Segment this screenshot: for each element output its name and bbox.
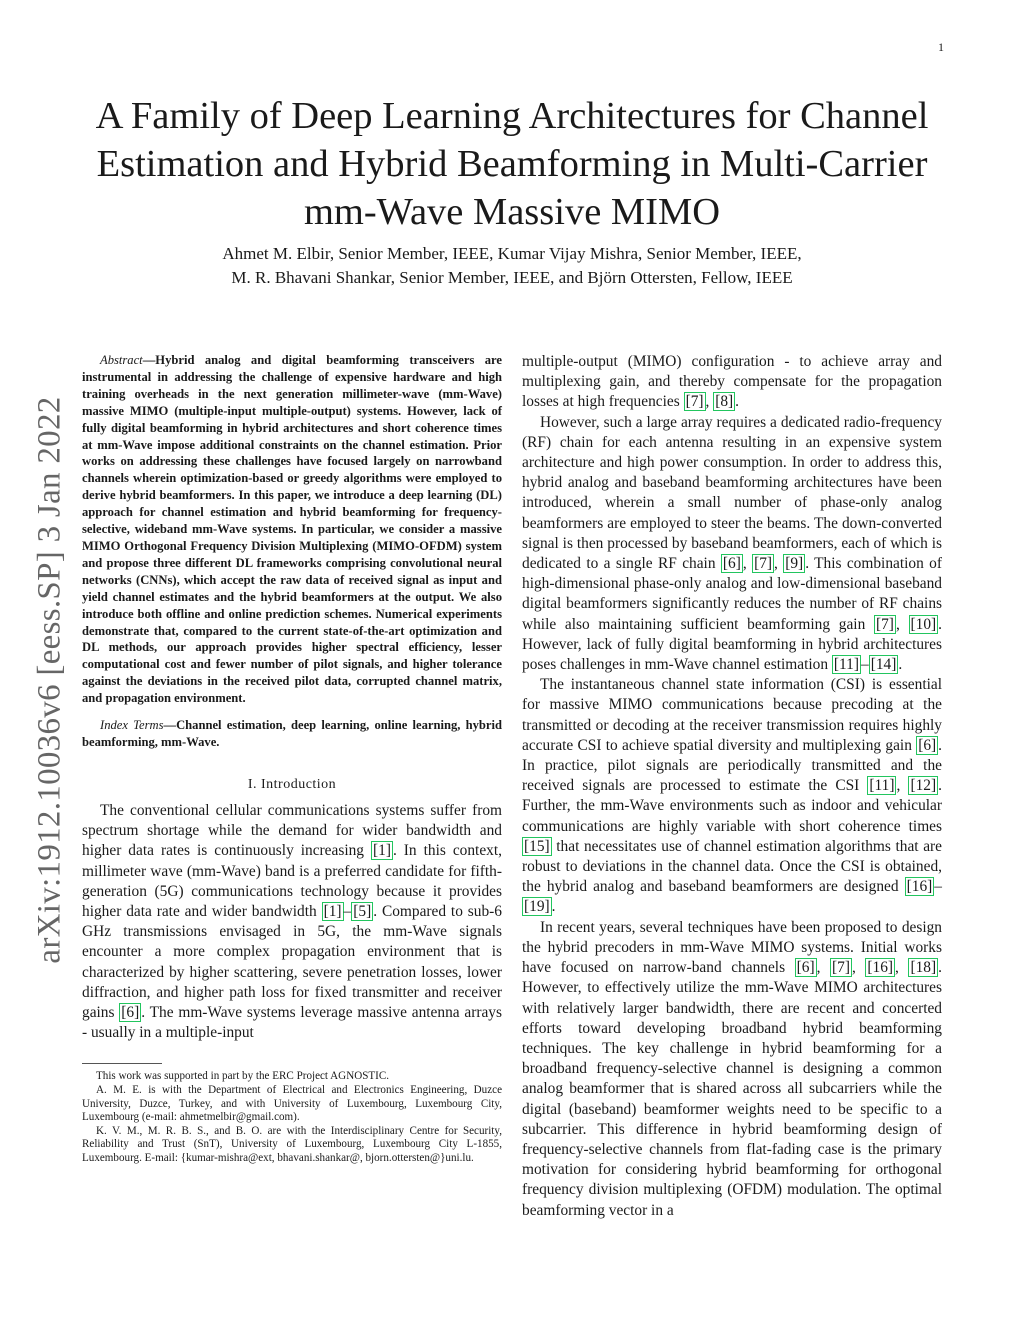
citation-link[interactable]: [1]	[373, 842, 391, 860]
text-run: ,	[774, 555, 784, 573]
text-run: In recent years, several techniques have been proposed to design the hybrid precoders in mm-Wave MIMO systems. Initial works have focused on narrow-band channels	[522, 918, 942, 977]
text-run: . Further, the mm-Wave environments such as indoor and vehicular communications are highly variable with short coherence times	[522, 777, 942, 835]
text-run: ,	[895, 615, 909, 633]
body-paragraph	[522, 352, 942, 413]
text-run: ,	[851, 959, 866, 977]
abstract	[82, 352, 502, 707]
citation-link[interactable]: [6]	[918, 736, 937, 754]
citation-link[interactable]: [7]	[832, 959, 850, 977]
citation-link[interactable]: [10]	[910, 615, 937, 633]
footnote-affiliation-1: A. M. E. is with the Department of Electrical and Electronics Engineering, Duzce University, Duzce, Turkey, and with University of Luxembourg, Luxembourg City, Luxembourg (e-mail: ahmetmelbir@gmail.com).	[82, 1084, 502, 1124]
citation-link[interactable]: [15]	[524, 837, 550, 855]
author-block	[80, 242, 944, 290]
citation-link[interactable]: [16]	[867, 959, 894, 977]
text-run: However, such a large array requires a dedicated radio-frequency (RF) chain for each antenna resulting in an expensive system architecture and high power consumption. In order to address this, hybrid analog and baseband beamforming architectures have been introduced, wherein a small number of phase-only analog beamformers are employed to steer the beams. The down-converted signal is then processed by baseband beamformers, each of which is dedicated to a single RF chain	[522, 413, 942, 573]
citation-link[interactable]: [1]	[323, 903, 342, 921]
index-terms	[82, 717, 502, 751]
text-run: The conventional cellular communications systems suffer from spectrum shortage while the demand for wider bandwidth and higher data rates is continuously increasing	[82, 802, 502, 860]
text-run: .	[735, 393, 740, 411]
citation-link[interactable]: [5]	[353, 903, 372, 921]
intro-paragraph	[82, 801, 502, 1043]
text-run: that necessitates use of channel estimation algorithms that are robust to deviations in the channel data. Once the CSI is obtained, the hybrid analog and baseband beamformers are designed	[522, 837, 942, 896]
text-run: ,	[705, 393, 714, 411]
citation-link[interactable]: [6]	[796, 959, 815, 977]
abstract-label: Abstract	[100, 353, 143, 367]
section-heading-introduction: I. Introduction	[247, 776, 337, 792]
author-line-2: M. R. Bhavani Shankar, Senior Member, IEEE, and Björn Ottersten, Fellow, IEEE	[231, 268, 793, 287]
body-paragraph	[522, 413, 942, 676]
text-run: . In this context, millimeter wave (mm-Wave) band is a preferred candidate for fifth-generation (5G) communications technology because it provides higher data rate and wider bandwidth	[82, 842, 502, 921]
paper-title: A Family of Deep Learning Architectures for Channel Estimation and Hybrid Beamforming in Multi-Carrier mm-Wave Massive MIMO	[95, 95, 929, 233]
text-run: ,	[816, 959, 831, 977]
text-run: –	[343, 903, 352, 921]
body-paragraph	[522, 675, 942, 917]
citation-link[interactable]: [11]	[833, 656, 859, 674]
citation-link[interactable]: [16]	[906, 878, 933, 896]
text-run: . In practice, pilot signals are periodically transmitted and the received signals are processed to estimate the CSI	[522, 736, 942, 795]
citation-link[interactable]: [19]	[524, 898, 550, 916]
citation-link[interactable]: [6]	[722, 555, 741, 573]
text-run: –	[934, 878, 942, 896]
citation-link[interactable]: [18]	[910, 959, 937, 977]
left-column	[82, 352, 502, 1166]
page-number: 1	[938, 40, 944, 54]
footnote-affiliation-2: K. V. M., M. R. B. S., and B. O. are with the Interdisciplinary Centre for Security, Reliability and Trust (SnT), University of Luxembourg, Luxembourg City L-1855, Luxembourg. E-mail: {kumar-mishra@ext, bhavani.shankar@, bjorn.ottersten@}uni.lu.	[82, 1124, 502, 1165]
citation-link[interactable]: [6]	[121, 1004, 140, 1022]
citation-link[interactable]: [7]	[754, 555, 773, 573]
text-run: multiple-output (MIMO) configuration - to achieve array and multiplexing gain, and thereby compensate for the propagation losses at high frequencies	[522, 353, 942, 411]
text-run: . However, lack of fully digital beamforming in hybrid architectures poses challenges in mm-Wave channel estimation	[522, 615, 943, 674]
text-run: . The mm-Wave systems leverage massive antenna arrays - usually in a multiple-input	[82, 1004, 502, 1042]
text-run: –	[860, 656, 869, 674]
author-line-1: Ahmet M. Elbir, Senior Member, IEEE, Kumar Vijay Mishra, Senior Member, IEEE,	[222, 244, 802, 263]
text-run: The instantaneous channel state information (CSI) is essential for massive MIMO communications because precoding at the transmitted or decoding at the receiver transmission requires highly accurate CSI to achieve spatial diversity and multiplexing gain	[522, 676, 942, 754]
citation-link[interactable]: [7]	[875, 615, 894, 633]
text-run: ,	[742, 555, 753, 573]
citation-link[interactable]: [12]	[910, 777, 937, 795]
citation-link[interactable]: [8]	[715, 393, 734, 411]
footnote-divider	[82, 1063, 162, 1064]
citation-link[interactable]: [7]	[685, 393, 704, 411]
text-run: . However, to effectively utilize the mm-Wave MIMO architectures with relatively larger bandwidth, there are recent and concerted efforts toward developing broadband hybrid beamforming techniques. The key challenge in hybrid beamforming for a broadband frequency-selective channel is designing a common analog beamformer that is shared across all subcarriers while the digital (baseband) beamformer weights need to be specific to a subcarrier. This difference in hybrid beamforming design of frequency-selective channels from flat-fading case is the primary motivation for considering hybrid beamforming for orthogonal frequency division multiplexing (OFDM) modulation. The optimal beamforming vector in a	[522, 959, 942, 1219]
citation-link[interactable]: [11]	[869, 777, 895, 795]
text-run: ,	[895, 959, 909, 977]
text-run: ,	[896, 777, 909, 795]
right-column	[522, 352, 942, 1221]
citation-link[interactable]: [9]	[785, 555, 804, 573]
index-terms-text: —Channel estimation, deep learning, online learning, hybrid beamforming, mm-Wave.	[82, 718, 502, 749]
index-terms-label: Index Terms	[100, 718, 164, 733]
body-paragraph	[522, 918, 942, 1221]
footnotes	[82, 1070, 502, 1165]
text-run: . This combination of high-dimensional phase-only analog and low-dimensional baseband digital beamformers significantly reduces the number of RF chains while also maintaining sufficient beamforming gain	[522, 555, 942, 633]
arxiv-identifier: arXiv:1912.10036v6 [eess.SP] 3 Jan 2022	[31, 396, 68, 964]
text-run: .	[898, 656, 903, 674]
text-run: .	[551, 898, 556, 916]
footnote-funding: This work was supported in part by the ERC Project AGNOSTIC.	[96, 1070, 390, 1083]
arxiv-sidebar	[30, 380, 70, 980]
abstract-text: —Hybrid analog and digital beamforming transceivers are instrumental in addressing the challenge of expensive hardware and high training overheads in the next generation millimeter-wave (mm-Wave) massive MIMO (multiple-input multiple-output) systems. However, lack of fully digital beamforming in hybrid architectures and short coherence times at mm-Wave impose additional constraints on the channel estimation. Prior works on addressing these challenges have focused largely on narrowband channels wherein optimization-based or greedy algorithms were employed to derive hybrid beamformers. In this paper, we introduce a deep learning (DL) approach for channel estimation and hybrid beamforming for frequency-selective, wideband mm-Wave systems. In particular, we consider a massive MIMO Orthogonal Frequency Division Multiplexing (MIMO-OFDM) system and propose three different DL frameworks comprising convolutional neural networks (CNNs), which accept the raw data of received signal as input and yield channel estimates and the hybrid beamformers at the output. We also introduce both offline and online prediction schemes. Numerical experiments demonstrate that, compared to the current state-of-the-art optimization and DL methods, our approach provides higher spectral efficiency, lesser computational cost and fewer number of pilot signals, and higher tolerance against the deviations in the received pilot data, corrupted channel matrix, and propagation environment.	[82, 353, 502, 706]
citation-link[interactable]: [14]	[870, 656, 897, 674]
text-run: . Compared to sub-6 GHz transmissions envisaged in 5G, the mm-Wave signals encounter a more complex propagation environment that is characterized by higher scattering, severe penetration losses, lower diffraction, and higher path loss for fixed transmitter and receiver gains	[82, 903, 502, 1022]
